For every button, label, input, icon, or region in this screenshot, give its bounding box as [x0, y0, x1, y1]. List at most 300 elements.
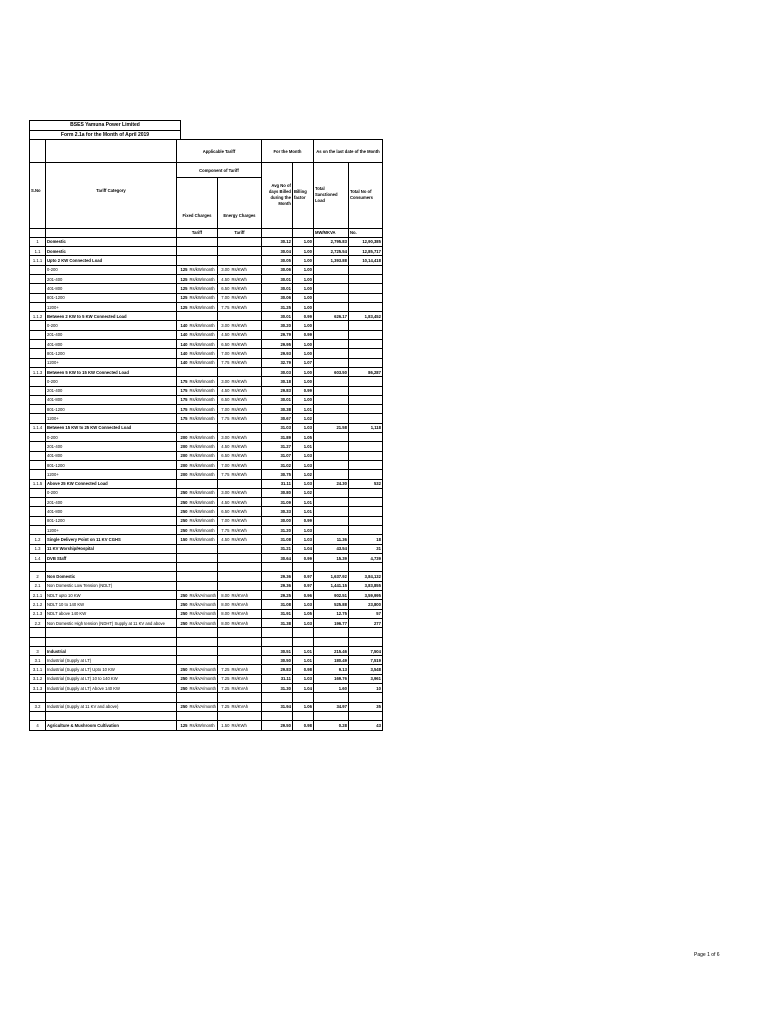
row-sno [30, 330, 46, 339]
row-fixed-unit: Rs/kW/month [189, 340, 218, 349]
row-avg-days: 31.07 [261, 451, 292, 460]
table-row [30, 591, 383, 600]
row-fixed-unit [189, 656, 218, 665]
row-sno: 4 [30, 721, 46, 730]
row-consumers [348, 321, 382, 330]
row-fixed-charge [177, 479, 189, 488]
row-sno: 1.1.1 [30, 256, 46, 265]
row-energy-charge [217, 637, 230, 646]
row-avg-days: 31.02 [261, 460, 292, 469]
row-fixed-charge [177, 581, 189, 590]
row-fixed-unit: Rs/kW/month [189, 302, 218, 311]
row-consumers [348, 395, 382, 404]
row-category: 1200+ [46, 302, 177, 311]
row-fixed-charge: 175 [177, 395, 189, 404]
row-energy-charge: 7.75 [217, 302, 230, 311]
row-fixed-charge [177, 572, 189, 581]
row-sno: 1.1.5 [30, 479, 46, 488]
no-unit-header: No. [348, 228, 382, 237]
row-consumers [348, 358, 382, 367]
row-energy-unit [230, 544, 261, 553]
row-sanctioned-load: 180.49 [313, 656, 348, 665]
row-consumers: 57 [348, 609, 382, 618]
table-row [30, 470, 383, 479]
row-sanctioned-load: 525.88 [313, 600, 348, 609]
row-sanctioned-load: 1,393.88 [313, 256, 348, 265]
row-energy-charge: 3.00 [217, 488, 230, 497]
row-billing-factor: 1.03 [292, 535, 313, 544]
row-consumers [348, 470, 382, 479]
row-energy-unit: Rs/KWh [230, 302, 261, 311]
row-sno [30, 358, 46, 367]
row-fixed-unit: Rs/kW/month [189, 386, 218, 395]
row-avg-days: 32.79 [261, 358, 292, 367]
table-row [30, 498, 383, 507]
row-sanctioned-load: 21.58 [313, 423, 348, 432]
row-fixed-charge [177, 312, 189, 321]
row-energy-charge: 7.25 [217, 684, 230, 693]
row-billing-factor: 1.00 [292, 274, 313, 283]
row-avg-days: 30.80 [261, 488, 292, 497]
applicable-tariff-header: Applicable Tariff [177, 140, 262, 163]
row-consumers [348, 377, 382, 386]
row-fixed-charge: 250 [177, 488, 189, 497]
row-consumers [348, 340, 382, 349]
table-row [30, 656, 383, 665]
row-fixed-unit: Rs/kW/month [189, 274, 218, 283]
row-sno [30, 433, 46, 442]
row-avg-days: 30.01 [261, 274, 292, 283]
row-energy-unit [230, 312, 261, 321]
row-energy-charge: 7.75 [217, 526, 230, 535]
row-sno: 1.4 [30, 553, 46, 562]
row-fixed-unit: Rs/kW/month [189, 395, 218, 404]
row-sanctioned-load [313, 405, 348, 414]
row-category [46, 637, 177, 646]
row-billing-factor [292, 637, 313, 646]
row-consumers [348, 451, 382, 460]
row-avg-days: 29.36 [261, 581, 292, 590]
row-sno [30, 414, 46, 423]
row-avg-days [261, 563, 292, 572]
row-category [46, 563, 177, 572]
row-fixed-charge [177, 256, 189, 265]
row-energy-charge [217, 646, 230, 655]
row-sno [30, 507, 46, 516]
row-avg-days: 30.01 [261, 284, 292, 293]
row-fixed-unit: Rs/kW/month [189, 451, 218, 460]
row-energy-unit [230, 581, 261, 590]
row-avg-days: 31.25 [261, 302, 292, 311]
row-category: 801-1200 [46, 293, 177, 302]
row-energy-unit: Rs/KWh [230, 535, 261, 544]
table-row [30, 433, 383, 442]
row-sanctioned-load: 11.36 [313, 535, 348, 544]
row-sanctioned-load [313, 395, 348, 404]
row-consumers: 3,59,995 [348, 591, 382, 600]
row-consumers [348, 274, 382, 283]
row-energy-charge: 7.25 [217, 665, 230, 674]
row-sno [30, 628, 46, 637]
row-sanctioned-load: 196.77 [313, 618, 348, 627]
row-fixed-unit [189, 628, 218, 637]
row-consumers: 4,739 [348, 553, 382, 562]
row-category: Non Domestic High tension (NDHT) Supply at 11 KV and above [46, 618, 177, 627]
row-avg-days: 31.08 [261, 535, 292, 544]
row-fixed-charge [177, 247, 189, 256]
row-sno: 1 [30, 237, 46, 246]
row-billing-factor: 1.01 [292, 498, 313, 507]
row-consumers [348, 488, 382, 497]
row-energy-charge: 3.00 [217, 321, 230, 330]
row-avg-days: 31.27 [261, 442, 292, 451]
row-category: 1200+ [46, 414, 177, 423]
row-avg-days: 29.79 [261, 330, 292, 339]
consumers-header: Total No of Consumers [348, 163, 382, 229]
row-energy-charge: 7.75 [217, 414, 230, 423]
row-avg-days: 29.83 [261, 386, 292, 395]
row-consumers [348, 507, 382, 516]
row-billing-factor: 1.00 [292, 349, 313, 358]
row-fixed-charge: 125 [177, 265, 189, 274]
row-energy-unit: Rs/KVAh [230, 665, 261, 674]
row-sno [30, 284, 46, 293]
row-energy-charge [217, 572, 230, 581]
row-avg-days: 30.33 [261, 507, 292, 516]
row-fixed-unit [189, 544, 218, 553]
row-billing-factor: 0.96 [292, 591, 313, 600]
row-consumers [348, 293, 382, 302]
row-avg-days: 31.03 [261, 423, 292, 432]
row-billing-factor: 1.05 [292, 433, 313, 442]
row-fixed-unit: Rs/kVA/month [189, 702, 218, 711]
row-category: Non Domestic Low Tension (NDLT) [46, 581, 177, 590]
row-sno: 1.2 [30, 535, 46, 544]
row-sanctioned-load [313, 693, 348, 702]
row-fixed-charge: 200 [177, 433, 189, 442]
row-billing-factor: 1.04 [292, 544, 313, 553]
row-energy-charge: 4.50 [217, 498, 230, 507]
row-energy-unit [230, 237, 261, 246]
row-sno: 1.1 [30, 247, 46, 256]
row-energy-unit: Rs/KWh [230, 274, 261, 283]
table-row [30, 637, 383, 646]
row-billing-factor: 1.01 [292, 507, 313, 516]
table-row [30, 358, 383, 367]
row-category: 0-200 [46, 265, 177, 274]
row-energy-unit [230, 628, 261, 637]
row-energy-unit: Rs/KWh [230, 460, 261, 469]
row-billing-factor: 1.03 [292, 423, 313, 432]
table-row [30, 460, 383, 469]
row-energy-charge: 4.50 [217, 330, 230, 339]
row-fixed-unit: Rs/kVA/month [189, 618, 218, 627]
row-billing-factor: 1.00 [292, 237, 313, 246]
row-fixed-charge: 250 [177, 684, 189, 693]
table-row [30, 395, 383, 404]
table-row [30, 423, 383, 432]
row-billing-factor: 0.99 [292, 312, 313, 321]
row-billing-factor [292, 693, 313, 702]
row-category [46, 711, 177, 720]
table-row [30, 581, 383, 590]
row-energy-unit: Rs/KWh [230, 395, 261, 404]
row-fixed-charge: 140 [177, 330, 189, 339]
row-avg-days: 30.01 [261, 395, 292, 404]
row-sanctioned-load [313, 284, 348, 293]
row-sanctioned-load: 24.30 [313, 479, 348, 488]
fixed-charges-header: Fixed Charges [177, 204, 218, 229]
row-consumers: 7,519 [348, 656, 382, 665]
row-avg-days: 30.20 [261, 321, 292, 330]
row-consumers: 1,118 [348, 423, 382, 432]
row-fixed-unit: Rs/kW/month [189, 498, 218, 507]
table-row [30, 618, 383, 627]
row-fixed-charge: 125 [177, 284, 189, 293]
row-fixed-charge: 250 [177, 591, 189, 600]
row-fixed-unit: Rs/kW/month [189, 470, 218, 479]
row-avg-days: 31.21 [261, 544, 292, 553]
row-category: 801-1200 [46, 405, 177, 414]
row-energy-charge [217, 479, 230, 488]
row-fixed-unit: Rs/kVA/month [189, 609, 218, 618]
row-sanctioned-load [313, 377, 348, 386]
row-energy-charge: 7.75 [217, 358, 230, 367]
row-fixed-unit [189, 237, 218, 246]
table-row [30, 674, 383, 683]
row-fixed-charge: 140 [177, 340, 189, 349]
row-consumers: 7,504 [348, 646, 382, 655]
row-sanctioned-load [313, 507, 348, 516]
row-billing-factor [292, 711, 313, 720]
row-sanctioned-load: 0.28 [313, 721, 348, 730]
row-fixed-unit [189, 423, 218, 432]
row-sno [30, 442, 46, 451]
row-energy-unit: Rs/KWh [230, 405, 261, 414]
row-sanctioned-load: 626.17 [313, 312, 348, 321]
row-fixed-unit: Rs/kW/month [189, 507, 218, 516]
row-sno [30, 498, 46, 507]
row-energy-unit: Rs/KWh [230, 330, 261, 339]
row-fixed-unit: Rs/kW/month [189, 358, 218, 367]
row-fixed-charge: 250 [177, 526, 189, 535]
row-billing-factor: 1.01 [292, 656, 313, 665]
row-energy-unit [230, 367, 261, 376]
row-avg-days: 31.91 [261, 609, 292, 618]
row-energy-unit [230, 711, 261, 720]
table-row [30, 563, 383, 572]
row-consumers [348, 302, 382, 311]
row-fixed-charge: 175 [177, 405, 189, 414]
row-sanctioned-load [313, 526, 348, 535]
row-sno [30, 377, 46, 386]
table-row [30, 721, 383, 730]
row-category [46, 628, 177, 637]
row-billing-factor: 1.01 [292, 442, 313, 451]
row-energy-unit: Rs/KVAh [230, 591, 261, 600]
row-category: Agriculture & Mushroom Cultivation [46, 721, 177, 730]
row-energy-charge [217, 563, 230, 572]
row-energy-charge: 8.00 [217, 618, 230, 627]
row-energy-charge: 6.50 [217, 395, 230, 404]
row-energy-charge: 7.00 [217, 405, 230, 414]
row-fixed-charge: 250 [177, 600, 189, 609]
row-fixed-charge [177, 423, 189, 432]
row-fixed-charge: 250 [177, 665, 189, 674]
row-energy-unit [230, 637, 261, 646]
row-avg-days: 30.18 [261, 377, 292, 386]
row-billing-factor: 0.99 [292, 330, 313, 339]
row-sno: 2.1.2 [30, 600, 46, 609]
row-billing-factor: 1.03 [292, 451, 313, 460]
row-avg-days: 29.50 [261, 721, 292, 730]
row-billing-factor: 1.06 [292, 702, 313, 711]
row-energy-charge [217, 367, 230, 376]
row-energy-unit: Rs/KWh [230, 340, 261, 349]
row-fixed-charge: 140 [177, 358, 189, 367]
row-category: Between 2 KW to 5 KW Connected Load [46, 312, 177, 321]
row-sanctioned-load [313, 488, 348, 497]
row-fixed-unit: Rs/kVA/month [189, 674, 218, 683]
row-fixed-unit: Rs/kW/month [189, 265, 218, 274]
row-fixed-unit: Rs/kW/month [189, 321, 218, 330]
row-consumers: 35 [348, 702, 382, 711]
row-category: 201-400 [46, 274, 177, 283]
row-fixed-charge: 200 [177, 460, 189, 469]
row-billing-factor: 1.03 [292, 674, 313, 683]
row-sno: 1.1.2 [30, 312, 46, 321]
row-avg-days [261, 628, 292, 637]
row-billing-factor: 0.99 [292, 553, 313, 562]
row-fixed-charge [177, 693, 189, 702]
row-sno: 2.1 [30, 581, 46, 590]
row-fixed-charge [177, 237, 189, 246]
row-billing-factor: 0.97 [292, 572, 313, 581]
row-consumers [348, 563, 382, 572]
row-sanctioned-load: 603.50 [313, 367, 348, 376]
row-energy-unit: Rs/KVAh [230, 674, 261, 683]
row-billing-factor: 1.00 [292, 293, 313, 302]
row-energy-charge [217, 312, 230, 321]
row-fixed-charge: 140 [177, 321, 189, 330]
table-row [30, 702, 383, 711]
row-category [46, 693, 177, 702]
row-energy-unit: Rs/KWh [230, 349, 261, 358]
row-fixed-charge: 125 [177, 274, 189, 283]
table-row [30, 479, 383, 488]
row-fixed-unit: Rs/kW/month [189, 349, 218, 358]
row-category: 0-200 [46, 377, 177, 386]
row-energy-charge [217, 581, 230, 590]
row-sno: 3.1.1 [30, 665, 46, 674]
row-avg-days: 29.93 [261, 349, 292, 358]
row-energy-charge: 6.50 [217, 340, 230, 349]
row-fixed-unit: Rs/kW/month [189, 433, 218, 442]
row-energy-charge [217, 711, 230, 720]
row-sanctioned-load [313, 711, 348, 720]
row-energy-charge: 7.75 [217, 470, 230, 479]
row-sno [30, 460, 46, 469]
row-sno [30, 516, 46, 525]
row-billing-factor: 1.00 [292, 367, 313, 376]
row-energy-unit: Rs/KVAh [230, 702, 261, 711]
table-row [30, 321, 383, 330]
row-sanctioned-load [313, 470, 348, 479]
row-fixed-unit: Rs/kVA/month [189, 591, 218, 600]
row-category: NDLT above 140 KW [46, 609, 177, 618]
row-energy-charge: 6.50 [217, 507, 230, 516]
table-row [30, 256, 383, 265]
row-energy-charge [217, 693, 230, 702]
row-energy-unit [230, 256, 261, 265]
row-sanctioned-load: 34.97 [313, 702, 348, 711]
row-billing-factor: 1.03 [292, 460, 313, 469]
table-row [30, 516, 383, 525]
row-category: 201-400 [46, 498, 177, 507]
row-sanctioned-load: 12.75 [313, 609, 348, 618]
row-energy-unit: Rs/KVAh [230, 684, 261, 693]
row-fixed-unit [189, 247, 218, 256]
row-category: 0-200 [46, 488, 177, 497]
row-category: Domestic [46, 237, 177, 246]
row-category: Industrial (Supply at 11 KV and above) [46, 702, 177, 711]
row-sanctioned-load [313, 516, 348, 525]
row-consumers [348, 711, 382, 720]
row-sanctioned-load: 1,637.92 [313, 572, 348, 581]
row-avg-days: 30.50 [261, 656, 292, 665]
row-energy-charge [217, 237, 230, 246]
row-energy-charge: 8.00 [217, 600, 230, 609]
row-fixed-unit: Rs/kW/month [189, 516, 218, 525]
row-avg-days: 31.20 [261, 526, 292, 535]
table-row [30, 405, 383, 414]
row-category: Above 25 KW Connected Load [46, 479, 177, 488]
row-consumers: 10,14,418 [348, 256, 382, 265]
row-energy-charge: 1.50 [217, 721, 230, 730]
row-avg-days: 29.83 [261, 665, 292, 674]
row-avg-days: 30.03 [261, 367, 292, 376]
row-fixed-unit: Rs/kW/month [189, 330, 218, 339]
row-fixed-charge: 200 [177, 470, 189, 479]
row-category: DVB Staff [46, 553, 177, 562]
row-billing-factor: 1.00 [292, 247, 313, 256]
row-billing-factor: 1.02 [292, 488, 313, 497]
row-energy-charge [217, 553, 230, 562]
row-energy-charge: 6.50 [217, 451, 230, 460]
row-billing-factor: 1.01 [292, 646, 313, 655]
row-energy-charge: 8.00 [217, 591, 230, 600]
form-title-box [29, 120, 181, 139]
row-energy-unit: Rs/KWh [230, 284, 261, 293]
row-billing-factor: 1.00 [292, 284, 313, 293]
row-sno [30, 302, 46, 311]
table-row [30, 553, 383, 562]
row-fixed-charge [177, 656, 189, 665]
row-fixed-charge: 140 [177, 349, 189, 358]
row-consumers: 3,548 [348, 665, 382, 674]
row-energy-unit: Rs/KWh [230, 488, 261, 497]
row-consumers: 10 [348, 684, 382, 693]
row-sno: 1.3 [30, 544, 46, 553]
row-category: Industrial (Supply at LT) 10 to 140 KW [46, 674, 177, 683]
row-sno: 1.1.4 [30, 423, 46, 432]
row-energy-unit: Rs/KVAh [230, 600, 261, 609]
row-energy-charge: 3.00 [217, 377, 230, 386]
table-row [30, 367, 383, 376]
row-energy-unit: Rs/KWh [230, 358, 261, 367]
row-fixed-unit: Rs/kW/month [189, 377, 218, 386]
row-energy-unit: Rs/KWh [230, 507, 261, 516]
